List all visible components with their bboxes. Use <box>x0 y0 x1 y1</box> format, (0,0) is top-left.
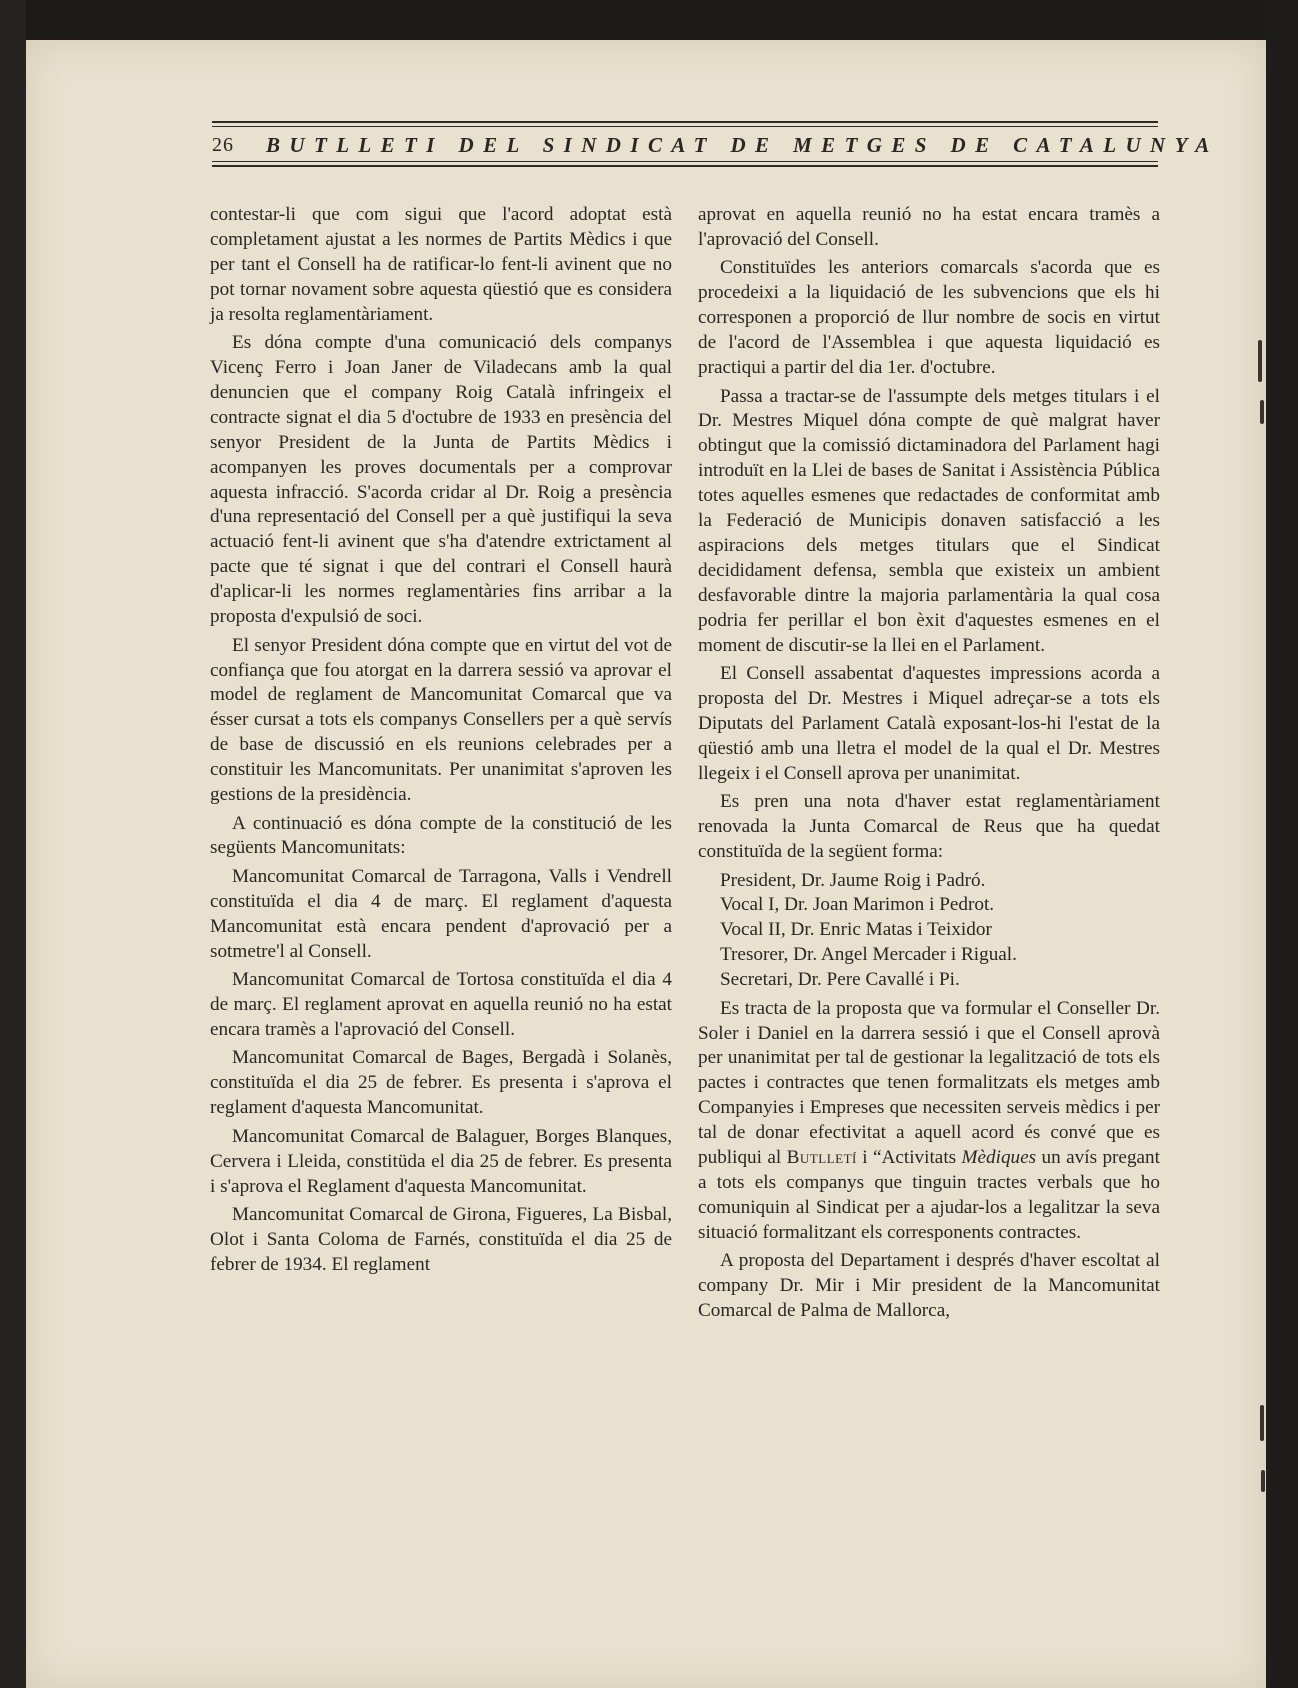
paragraph: Es dóna compte d'una comunicació dels companys Vicenç Ferro i Joan Janer de Viladecans amb la qual denuncien que el company Roig Català infringeix el contracte signat el dia 5 d'octubre de 1933 en presència del senyor President de la Junta de Partits Mèdics i acompanyen les proves documentals per a comprovar aquesta infracció. S'acorda cridar al Dr. Roig a presència d'una representació del Consell per a què justifiqui la seva actuació fent-li avinent que s'ha d'atendre extrictament al pacte que té signat i que del contrari el Consell haurà d'aplicar-li les normes reglamentàries fins arribar a la proposta d'expulsió de soci. <box>210 332 672 628</box>
header-line <box>212 131 1219 159</box>
scan-background-right <box>1266 0 1298 1688</box>
paragraph: Mancomunitat Comarcal de Tarragona, Valls i Vendrell constituïda el dia 4 de març. El reglament d'aquesta Mancomunitat està encara pendent d'aprovació per a sotmetre'l al Consell. <box>210 865 672 962</box>
margin-ink-mark <box>1261 1470 1265 1492</box>
paragraph: A proposta del Departament i després d'haver escoltat al company Dr. Mir i Mir president de la Mancomunitat Comarcal de Palma de Mallorca, <box>698 1250 1160 1322</box>
paragraph: aprovat en aquella reunió no ha estat encara tramès a l'aprovació del Consell. <box>698 204 1160 250</box>
scan-background-top <box>0 0 1298 40</box>
header-rule <box>212 126 1158 127</box>
margin-ink-mark <box>1260 1405 1264 1441</box>
scan-background-left <box>0 0 26 1688</box>
left-column <box>210 203 672 1281</box>
header-rule <box>212 121 1158 123</box>
paragraph: El Consell assabentat d'aquestes impressions acorda a proposta del Dr. Mestres i Miquel adreçar-se a tots els Diputats del Parlament Català exposant-los-hi l'estat de la qüestió amb una lletra el model de la qual el Dr. Mestres llegeix i el Consell aprova per unanimitat. <box>698 663 1160 784</box>
running-title: BUTLLETI DEL SINDICAT DE METGES DE CATALUNYA <box>266 132 1219 157</box>
paragraph: Mancomunitat Comarcal de Girona, Figueres, La Bisbal, Olot i Santa Coloma de Farnés, constituïda el dia 25 de febrer de 1934. El reglament <box>210 1204 672 1275</box>
paragraph-text: Es tracta de la proposta que va formular el Conseller Dr. Soler i Daniel en la darrera sessió i que el Consell aprovà per unanimitat per tal de gestionar la legalització de tots els pactes i contractes que tenen formalitzats els metges amb Companyies i Empreses que necessiten serveis mèdics i per tal de donar efectivitat a aquell acord és convé que es publiqui al <box>698 997 1160 1169</box>
paragraph: Mancomunitat Comarcal de Tortosa constituïda el dia 4 de març. El reglament aprovat en aquella reunió no ha estat encara tramès a l'aprovació del Consell. <box>210 969 672 1040</box>
junta-member: President, Dr. Jaume Roig i Padró. <box>720 869 986 891</box>
junta-member: Tresorer, Dr. Angel Mercader i Rigual. <box>720 944 1017 966</box>
paragraph: Mancomunitat Comarcal de Balaguer, Borges Blanques, Cervera i Lleida, constitüda el dia 25 de febrer. Es presenta i s'aprova el Reglament d'aquesta Mancomunitat. <box>210 1125 672 1197</box>
paragraph: Constituïdes les anteriors comarcals s'acorda que es procedeixi a la liquidació de les subvencions que els hi corresponen a proporció de llur nombre de socis en virtut de l'acord de l'Assemblea i que aquesta liquidació es practiqui a partir del dia 1er. d'octubre. <box>698 257 1160 379</box>
paragraph: Mancomunitat Comarcal de Bages, Bergadà i Solanès, constituïda el dia 25 de febrer. Es presenta i s'aprova el reglament d'aquesta Mancomunitat. <box>210 1047 672 1119</box>
paragraph <box>698 997 1160 1246</box>
paragraph: A continuació es dóna compte de la constitució de les següents Mancomunitats: <box>210 812 672 859</box>
junta-member: Vocal II, Dr. Enric Matas i Teixidor <box>720 919 992 941</box>
paragraph-text: un avís pregant a tots els companys que tinguin tractes verbals que ho comuniquin al Sindicat per a ajudar-los a legalitzar la seva situació formalitzant els corresponents contractes. <box>698 1147 1160 1243</box>
junta-member: Secretari, Dr. Pere Cavallé i Pi. <box>720 969 960 991</box>
section-name: Activitats <box>881 1147 957 1169</box>
margin-ink-mark <box>1258 340 1262 382</box>
section-name-italic: Mèdiques <box>961 1147 1037 1169</box>
header-rule <box>212 161 1158 162</box>
margin-ink-mark <box>1260 400 1264 424</box>
bulletin-name: Butlletí <box>786 1147 857 1169</box>
paragraph: contestar-li que com sigui que l'acord adoptat està completament ajustat a les normes de Partits Mèdics i que per tant el Consell ha de ratificar-lo fent-li avinent que no pot tornar novament sobre aquesta qüestió que es considera ja resolta reglamentàriament. <box>210 204 672 325</box>
header-rule <box>212 165 1158 167</box>
paragraph: Passa a tractar-se de l'assumpte dels metges titulars i el Dr. Mestres Miquel dóna compte de què malgrat haver obtingut que la comissió dictaminadora del Parlament hagi introduït en la Llei de bases de Sanitat i Assistència Pública totes aquelles esmenes que redactades de conformitat amb la Federació de Municipis donaven satisfacció a les aspiracions dels metges titulars que el Sindicat decididament defensa, sembla que existeix un ambient desfavorable dintre la majoria parlamentària la qual cosa podria fer perillar el bon èxit d'aquestes esmenes en el moment de discutir-se la llei en el Parlament. <box>698 385 1160 656</box>
paragraph-text: i “ <box>856 1147 882 1169</box>
paragraph: El senyor President dóna compte que en virtut del vot de confiança que fou atorgat en la darrera sessió va aprovar el model de reglament de Mancomunitat Comarcal que va ésser cursat a tots els companys Consellers per a què servís de base de discussió en els reunions celebrades per a constituir les Mancomunitats. Per unanimitat s'aproven les gestions de la presidència. <box>210 634 672 806</box>
junta-member: Vocal I, Dr. Joan Marimon i Pedrot. <box>720 894 995 916</box>
running-header <box>212 117 1219 173</box>
page-number: 26 <box>212 133 234 156</box>
right-column <box>698 203 1160 1328</box>
paragraph: Es pren una nota d'haver estat reglamentàriament renovada la Junta Comarcal de Reus que ha quedat constituïda de la següent forma: <box>698 791 1160 863</box>
